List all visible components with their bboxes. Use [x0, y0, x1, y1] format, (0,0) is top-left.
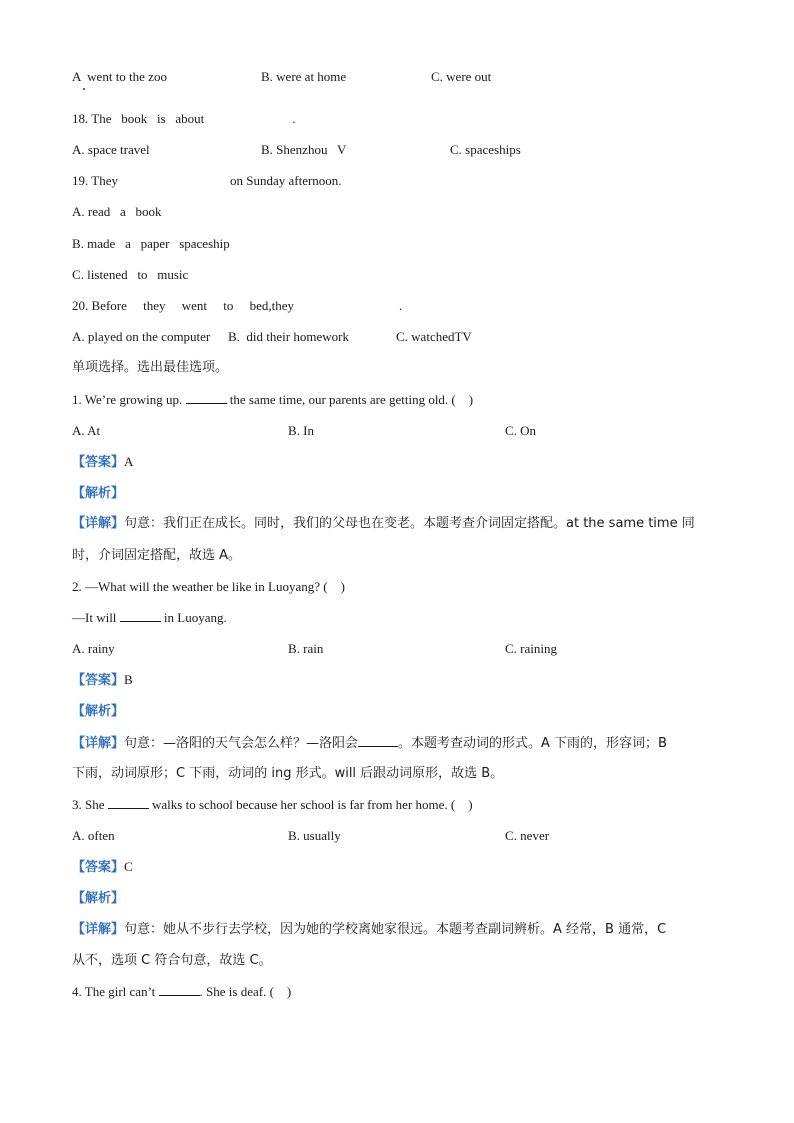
q2-option-c: C. raining — [505, 641, 557, 656]
q17-option-b: B. were at home — [261, 69, 347, 84]
q1-blank — [186, 391, 227, 404]
q20-option-c: C. watchedTV — [396, 329, 472, 344]
q2-answer: 【答案】B — [72, 672, 133, 688]
q1-option-a: A. At — [72, 423, 101, 438]
q2-option-a: A. rainy — [72, 641, 115, 656]
q2-detail-line-1: 【详解】句意：—洛阳的天气会怎么样？—洛阳会 。本题考查动词的形式。A 下雨的，形容词；B — [72, 736, 667, 751]
q2-stem-line-1: 2. —What will the weather be like in Luoyang? ( ) — [72, 579, 345, 594]
q20-stem: 20. Before they went to bed,they . — [72, 298, 403, 313]
q3-detail-line-2: 从不，选项 C 符合句意，故选 C。 — [72, 953, 272, 968]
q1-option-b: B. In — [288, 423, 314, 438]
q2-option-b: B. rain — [288, 641, 324, 656]
q1-detail-line-2: 时，介词固定搭配，故选 A。 — [72, 548, 242, 563]
q3-option-b: B. usually — [288, 828, 341, 843]
q3-blank — [108, 796, 149, 809]
q4-stem: 4. The girl can’t . She is deaf. ( ) — [72, 984, 292, 999]
q20-option-b: B. did their homework — [228, 329, 349, 344]
q1-detail-line-1: 【详解】句意：我们正在成长。同时，我们的父母也在变老。本题考查介词固定搭配。at the same time 同 — [72, 516, 695, 531]
q2-detail-line-2: 下雨，动词原形；C 下雨，动词的 ing 形式。will 后跟动词原形，故选 B。 — [72, 766, 504, 781]
q19-stem: 19. They on Sunday afternoon. — [72, 173, 342, 188]
q3-detail-line-1: 【详解】句意：她从不步行去学校，因为她的学校离她家很远。本题考查副词辨析。A 经常，B 通常，C — [72, 922, 667, 937]
q3-option-c: C. never — [505, 828, 550, 843]
q18-option-c: C. spaceships — [450, 142, 521, 157]
q2-analysis: 【解析】 — [72, 704, 125, 719]
q4-blank — [159, 983, 200, 996]
q3-answer: 【答案】C — [72, 859, 133, 875]
q17-option-a: A went to the zoo — [72, 69, 167, 84]
section-title: 单项选择。选出最佳选项。 — [72, 360, 229, 375]
q17-option-c: C. were out — [431, 69, 492, 84]
q1-analysis: 【解析】 — [72, 486, 125, 501]
q19-option-b: B. made a paper spaceship — [72, 236, 230, 251]
q3-option-a: A. often — [72, 828, 115, 843]
q19-option-c: C. listened to music — [72, 267, 189, 282]
q19-option-a: A. read a book — [72, 204, 162, 219]
q3-analysis: 【解析】 — [72, 891, 125, 906]
q2-detail-blank — [358, 734, 398, 747]
q18-option-a: A. space travel — [72, 142, 150, 157]
q2-stem-line-2: —It will in Luoyang. — [72, 610, 227, 625]
q18-stem: 18. The book is about . — [72, 111, 296, 126]
q1-answer: 【答案】A — [72, 454, 134, 470]
q18-option-b: B. Shenzhou V — [261, 142, 347, 157]
q2-blank — [120, 609, 161, 622]
stray-dot — [83, 88, 85, 90]
q3-stem: 3. She walks to school because her school is far from her home. ( ) — [72, 797, 473, 812]
q1-option-c: C. On — [505, 423, 537, 438]
q20-option-a: A. played on the computer — [72, 329, 211, 344]
q1-stem: 1. We’re growing up. the same time, our parents are getting old. ( ) — [72, 392, 474, 407]
